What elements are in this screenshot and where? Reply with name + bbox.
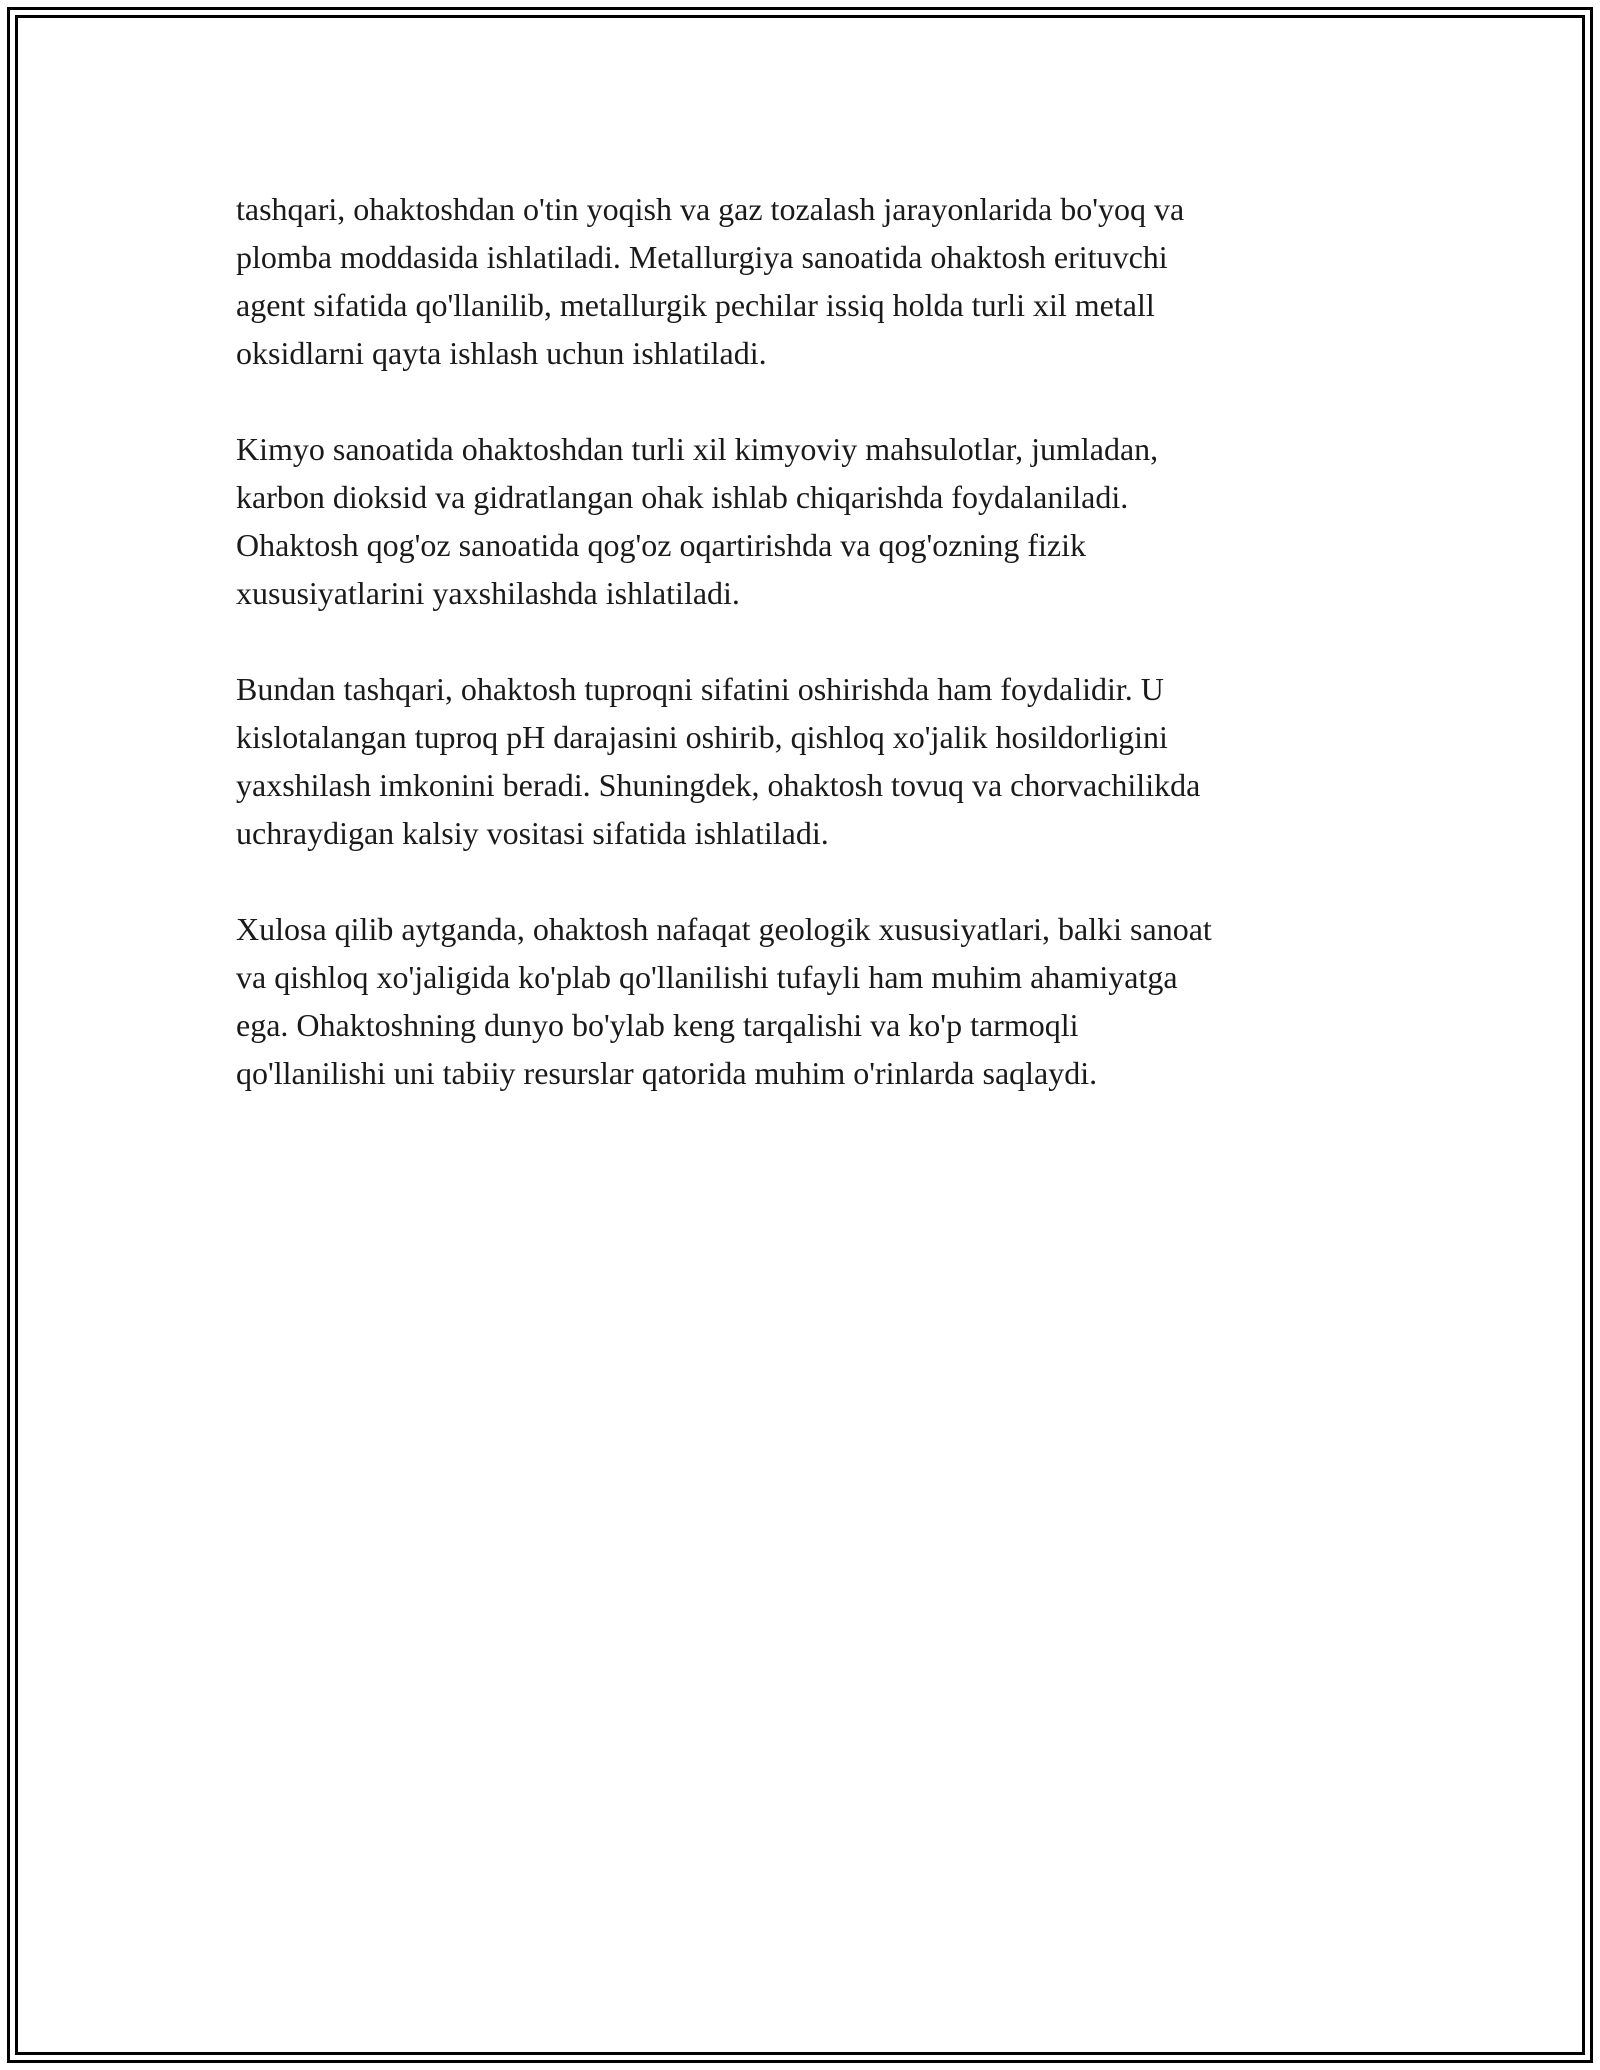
paragraph-2 [236,425,1376,617]
document-body [236,185,1376,1145]
text-line: Kimyo sanoatida ohaktoshdan turli xil kimyoviy mahsulotlar, jumladan, [236,431,1159,467]
text-line: Xulosa qilib aytganda, ohaktosh nafaqat geologik xususiyatlari, balki sanoat [236,911,1212,947]
text-line: Ohaktosh qog'oz sanoatida qog'oz oqartirishda va qog'ozning fizik [236,527,1086,563]
paragraph-4 [236,905,1376,1097]
text-line: karbon dioksid va gidratlangan ohak ishlab chiqarishda foydalaniladi. [236,479,1129,515]
text-line: tashqari, ohaktoshdan o'tin yoqish va gaz tozalash jarayonlarida bo'yoq va [236,191,1185,227]
paragraph-1 [236,185,1376,377]
paragraph-3 [236,665,1376,857]
text-line: uchraydigan kalsiy vositasi sifatida ishlatiladi. [236,815,829,851]
text-line: oksidlarni qayta ishlash uchun ishlatiladi. [236,335,767,371]
text-line: agent sifatida qo'llanilib, metallurgik pechilar issiq holda turli xil metall [236,287,1155,323]
text-line: plomba moddasida ishlatiladi. Metallurgiya sanoatida ohaktosh erituvchi [236,239,1168,275]
text-line: kislotalangan tuproq pH darajasini oshirib, qishloq xo'jalik hosildorligini [236,719,1168,755]
text-line: yaxshilash imkonini beradi. Shuningdek, ohaktosh tovuq va chorvachilikda [236,767,1201,803]
text-line: Bundan tashqari, ohaktosh tuproqni sifatini oshirishda ham foydalidir. U [236,671,1164,707]
text-line: xususiyatlarini yaxshilashda ishlatiladi. [236,575,740,611]
text-line: va qishloq xo'jaligida ko'plab qo'llanilishi tufayli ham muhim ahamiyatga [236,959,1178,995]
text-line: qo'llanilishi uni tabiiy resurslar qatorida muhim o'rinlarda saqlaydi. [236,1055,1098,1091]
text-line: ega. Ohaktoshning dunyo bo'ylab keng tarqalishi va ko'p tarmoqli [236,1007,1079,1043]
